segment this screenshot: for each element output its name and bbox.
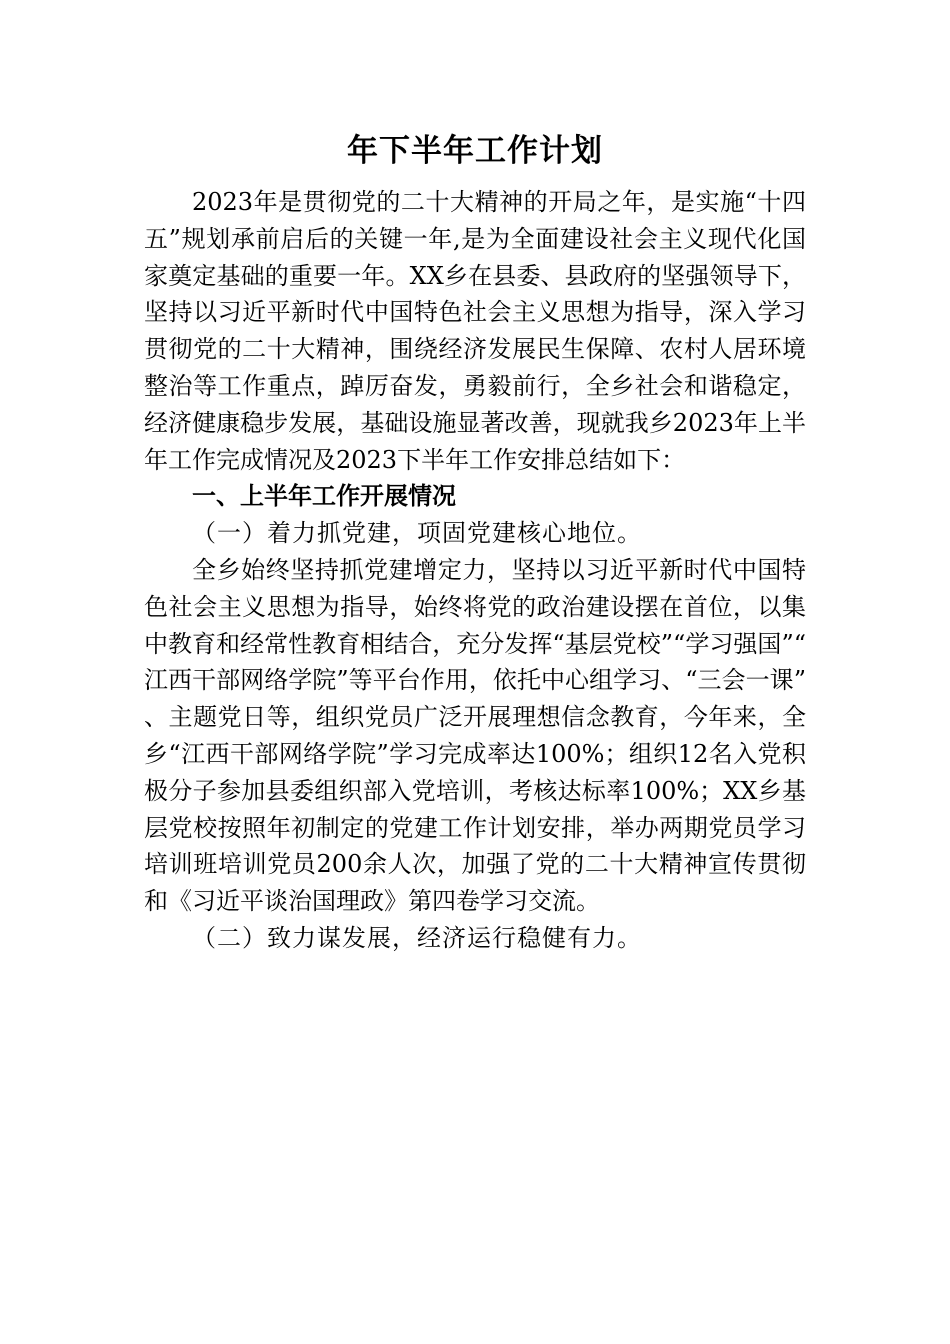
- subsection-1-paragraph: 全乡始终坚持抓党建增定力，坚持以习近平新时代中国特色社会主义思想为指导，始终将党的政治建设摆在首位，以集中教育和经常性教育相结合，充分发挥“基层党校”“学习强国”“江西干部网络学院”等平台作用，依托中心组学习、“三会一课”、主题党日等，组织党员广泛开展理想信念教育，今年来，全乡“江西干部网络学院”学习完成率达100%；组织12名入党积极分子参加县委组织部入党培训，考核达标率100%；XX乡基层党校按照年初制定的党建工作计划安排，举办两期党员学习培训班培训党员200余人次，加强了党的二十大精神宣传贯彻和《习近平谈治国理政》第四卷学习交流。: [144, 555, 806, 916]
- section-heading-1: 一、上半年工作开展情况: [192, 482, 456, 511]
- intro-paragraph: 2023年是贯彻党的二十大精神的开局之年，是实施“十四五”规划承前启后的关键一年,是为全面建设社会主义现代化国家奠定基础的重要一年。XX乡在县委、县政府的坚强领导下，坚持以习近平新时代中国特色社会主义思想为指导，深入学习贯彻党的二十大精神，围绕经济发展民生保障、农村人居环境整治等工作重点，踔厉奋发，勇毅前行，全乡社会和谐稳定，经济健康稳步发展，基础设施显著改善，现就我乡2023年上半年工作完成情况及2023下半年工作安排总结如下：: [144, 188, 806, 474]
- document-body: [144, 184, 806, 957]
- subsection-heading-2: （二）致力谋发展，经济运行稳健有力。: [192, 923, 642, 952]
- subsection-heading-1: （一）着力抓党建，项固党建核心地位。: [192, 519, 642, 548]
- document-title: 年下半年工作计划: [347, 133, 603, 169]
